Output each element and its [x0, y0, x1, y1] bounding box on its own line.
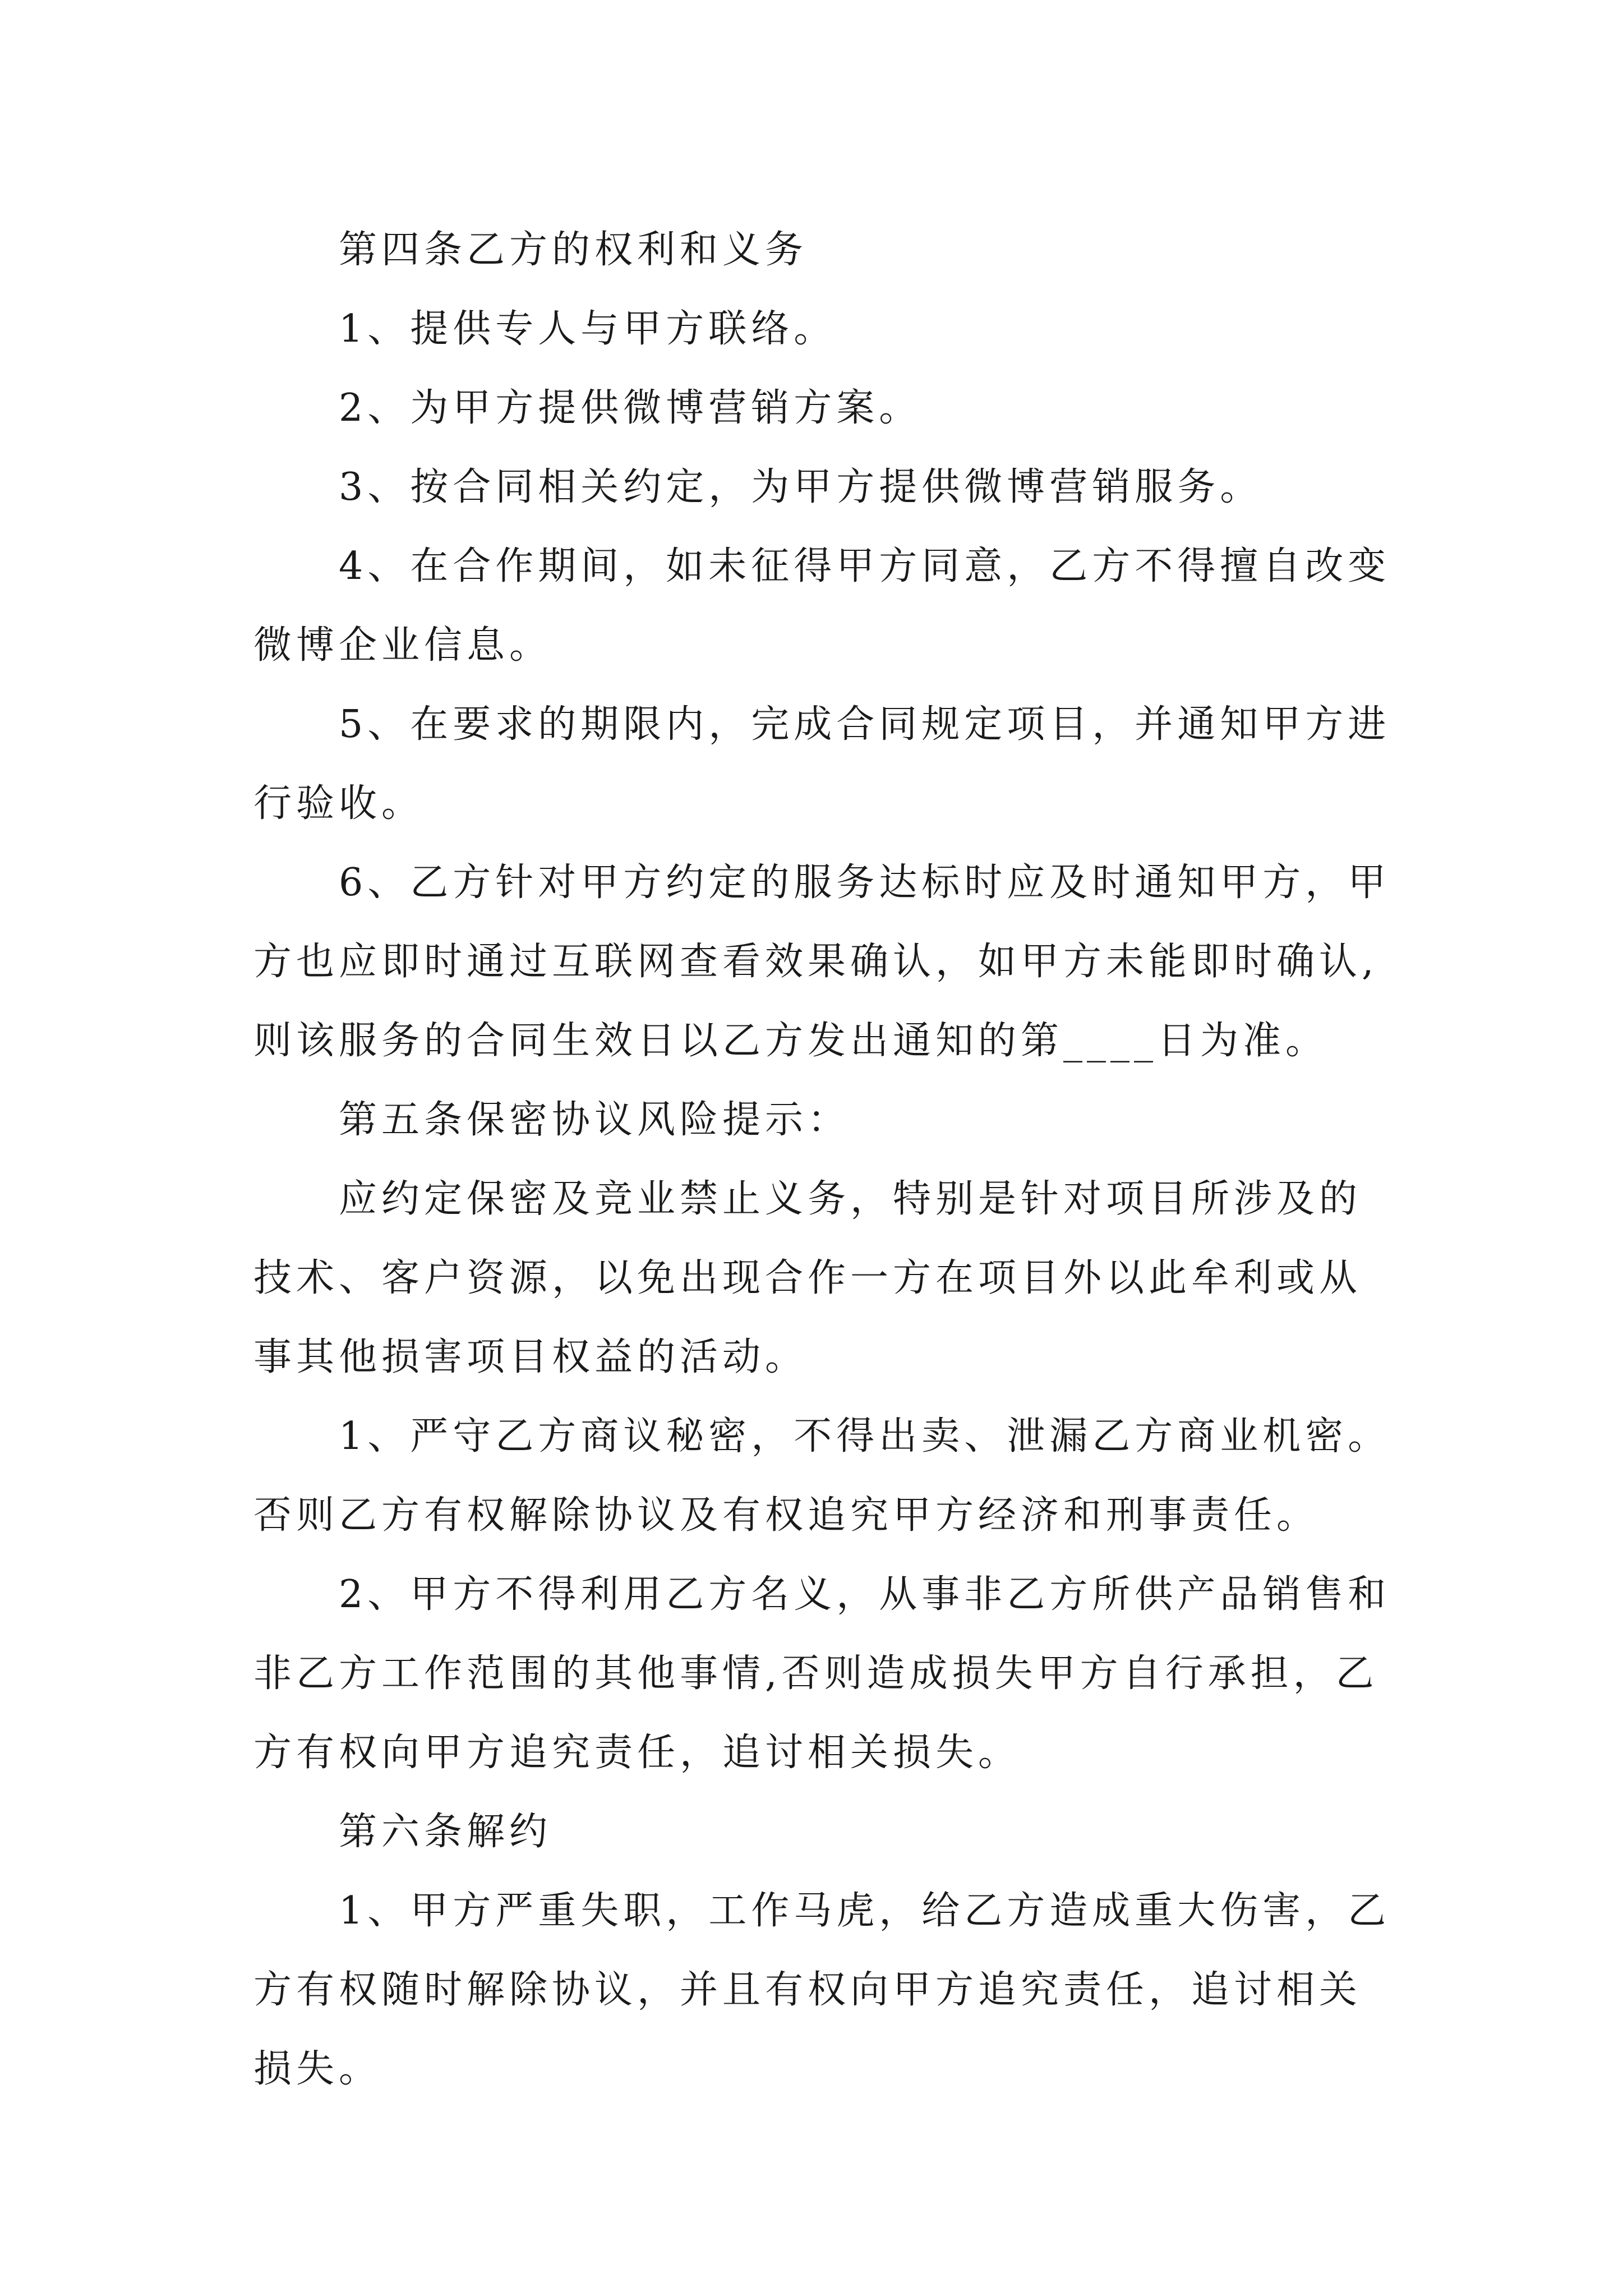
- section-heading-article-6: 第六条解约: [339, 1810, 552, 1854]
- document-body: [253, 210, 1392, 2109]
- clause-4-2: 2、为甲方提供微博营销方案。: [339, 386, 922, 430]
- section-heading-article-5: 第五条保密协议风险提示：: [339, 1098, 851, 1142]
- risk-note-paragraph: 应约定保密及竞业禁止义务，特别是针对项目所涉及的技术、客户资源，以免出现合作一方在项目外以此牟利或从事其他损害项目权益的活动。: [253, 1177, 1362, 1379]
- clause-4-3: 3、按合同相关约定，为甲方提供微博营销服务。: [339, 465, 1263, 509]
- clause-4-6: 6、乙方针对甲方约定的服务达标时应及时通知甲方，甲方也应即时通过互联网查看效果确认，如甲方未能即时确认,则该服务的合同生效日以乙方发出通知的第____日为准。: [253, 861, 1391, 1063]
- clause-5-1: 1、严守乙方商议秘密，不得出卖、泄漏乙方商业机密。否则乙方有权解除协议及有权追究甲方经济和刑事责任。: [253, 1414, 1391, 1538]
- clause-5-2: 2、甲方不得利用乙方名义，从事非乙方所供产品销售和非乙方工作范围的其他事情,否则造成损失甲方自行承担，乙方有权向甲方追究责任，追讨相关损失。: [253, 1572, 1391, 1775]
- clause-4-4: 4、在合作期间，如未征得甲方同意，乙方不得擅自改变微博企业信息。: [253, 544, 1391, 668]
- clause-6-1: 1、甲方严重失职，工作马虎，给乙方造成重大伤害，乙方有权随时解除协议，并且有权向甲方追究责任，追讨相关损失。: [253, 1889, 1391, 2091]
- section-heading-article-4: 第四条乙方的权利和义务: [339, 228, 808, 272]
- clause-4-5: 5、在要求的期限内，完成合同规定项目，并通知甲方进行验收。: [253, 702, 1391, 826]
- clause-4-1: 1、提供专人与甲方联络。: [339, 307, 837, 351]
